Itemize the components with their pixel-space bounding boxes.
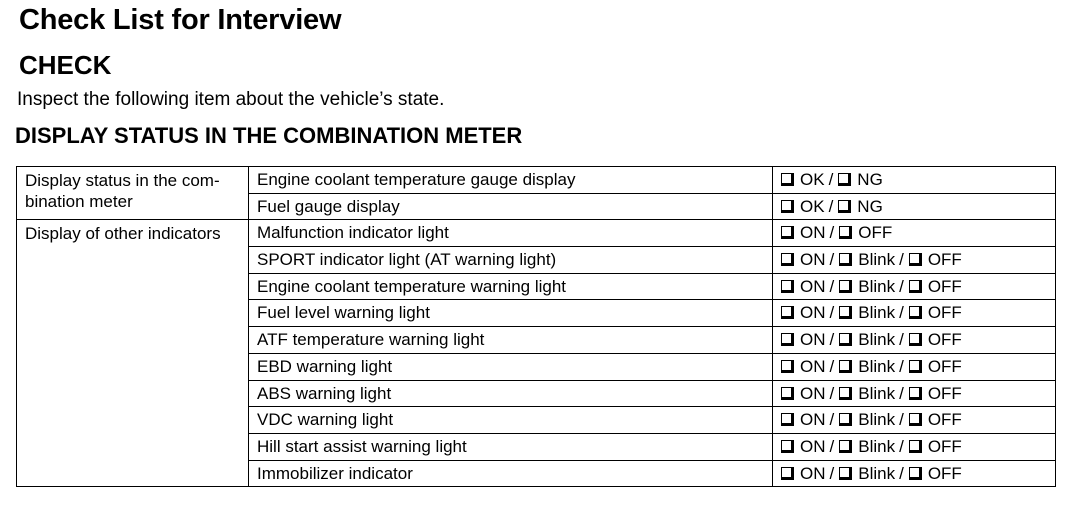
status-options	[773, 247, 1056, 274]
option-label: ON	[800, 223, 826, 243]
option-separator: /	[829, 250, 835, 270]
status-options	[773, 167, 1056, 194]
status-options	[773, 273, 1056, 300]
option-off[interactable]	[909, 461, 962, 486]
option-label: Blink	[858, 436, 896, 456]
status-options	[773, 407, 1056, 434]
option-separator: /	[899, 356, 904, 376]
checkbox-icon[interactable]	[781, 467, 794, 480]
checkbox-icon[interactable]	[838, 173, 851, 186]
checkbox-icon[interactable]	[781, 440, 794, 453]
option-label: ON	[800, 463, 826, 483]
checkbox-icon[interactable]	[909, 413, 922, 426]
table-row	[17, 167, 1056, 194]
option-on[interactable]	[781, 461, 826, 486]
checkbox-icon[interactable]	[781, 280, 794, 293]
check-item-label: Engine coolant temperature warning light	[249, 273, 773, 300]
option-on[interactable]	[781, 327, 826, 352]
checkbox-icon[interactable]	[838, 200, 851, 213]
option-off[interactable]	[909, 274, 962, 299]
checkbox-icon[interactable]	[909, 440, 922, 453]
option-label: OFF	[927, 383, 962, 403]
checklist-table	[16, 166, 1056, 487]
option-label: Blink	[858, 276, 896, 296]
option-on[interactable]	[781, 247, 826, 272]
option-label: OK	[800, 170, 825, 189]
option-separator: /	[829, 356, 835, 376]
option-label: ON	[800, 250, 826, 270]
checklist-body	[17, 167, 1056, 487]
option-separator: /	[899, 436, 904, 456]
option-label: Blink	[858, 330, 896, 350]
option-blink[interactable]	[839, 381, 895, 406]
section-heading: DISPLAY STATUS IN THE COMBINATION METER	[15, 123, 523, 148]
table-row	[17, 220, 1056, 247]
option-off[interactable]	[909, 327, 962, 352]
group-label-line: bination meter	[25, 192, 133, 211]
option-ng[interactable]	[838, 167, 883, 192]
checkbox-icon[interactable]	[781, 173, 794, 186]
option-separator: /	[829, 463, 835, 483]
option-off[interactable]	[909, 407, 962, 432]
option-separator: /	[899, 383, 904, 403]
option-on[interactable]	[781, 300, 826, 325]
option-separator: /	[829, 303, 835, 323]
option-label: OFF	[927, 463, 962, 483]
status-options	[773, 193, 1056, 220]
status-options	[773, 220, 1056, 247]
option-label: OFF	[858, 223, 893, 243]
check-item-label: Hill start assist warning light	[249, 433, 773, 460]
checkbox-icon[interactable]	[781, 387, 794, 400]
checkbox-icon[interactable]	[781, 253, 794, 266]
option-label: Blink	[858, 410, 896, 430]
option-on[interactable]	[781, 407, 826, 432]
option-off[interactable]	[909, 247, 962, 272]
group-label	[17, 167, 249, 220]
option-label: Blink	[858, 463, 896, 483]
option-label: OFF	[927, 250, 962, 270]
option-on[interactable]	[781, 220, 826, 245]
option-label: ON	[800, 383, 826, 403]
check-item-label: Fuel level warning light	[249, 300, 773, 327]
option-separator: /	[899, 463, 904, 483]
option-off[interactable]	[909, 434, 962, 459]
check-heading: CHECK	[19, 50, 112, 80]
checkbox-icon[interactable]	[839, 333, 852, 346]
option-blink[interactable]	[839, 407, 895, 432]
option-label: NG	[857, 170, 883, 189]
option-blink[interactable]	[839, 461, 895, 486]
option-label: ON	[800, 330, 826, 350]
checkbox-icon[interactable]	[781, 333, 794, 346]
option-on[interactable]	[781, 434, 826, 459]
option-blink[interactable]	[839, 274, 895, 299]
check-item-label: EBD warning light	[249, 353, 773, 380]
checkbox-icon[interactable]	[909, 387, 922, 400]
option-separator: /	[829, 410, 835, 430]
checkbox-icon[interactable]	[909, 467, 922, 480]
group-label	[17, 220, 249, 487]
group-label-line: Display status in the com-	[25, 171, 220, 190]
status-options	[773, 327, 1056, 354]
option-ng[interactable]	[838, 194, 883, 219]
option-label: NG	[857, 196, 883, 216]
checkbox-icon[interactable]	[839, 413, 852, 426]
option-on[interactable]	[781, 381, 826, 406]
checkbox-icon[interactable]	[909, 360, 922, 373]
option-separator: /	[828, 196, 834, 216]
checkbox-icon[interactable]	[839, 280, 852, 293]
option-label: ON	[800, 436, 826, 456]
option-separator: /	[829, 436, 835, 456]
option-label: ON	[800, 410, 826, 430]
checkbox-icon[interactable]	[839, 306, 852, 319]
option-separator: /	[829, 223, 835, 243]
option-label: OFF	[927, 276, 962, 296]
status-options	[773, 380, 1056, 407]
option-ok[interactable]	[781, 194, 825, 219]
option-on[interactable]	[781, 354, 826, 379]
page-title: Check List for Interview	[19, 4, 342, 36]
option-label: OFF	[927, 410, 962, 430]
option-blink[interactable]	[839, 327, 895, 352]
checkbox-icon[interactable]	[781, 306, 794, 319]
option-label: Blink	[858, 383, 896, 403]
checkbox-icon[interactable]	[909, 280, 922, 293]
option-on[interactable]	[781, 274, 826, 299]
option-off[interactable]	[909, 381, 962, 406]
option-label: OFF	[927, 356, 962, 376]
status-options	[773, 300, 1056, 327]
option-off[interactable]	[839, 220, 892, 245]
checkbox-icon[interactable]	[781, 360, 794, 373]
option-separator: /	[899, 330, 904, 350]
option-ok[interactable]	[781, 167, 825, 192]
option-label: ON	[800, 303, 826, 323]
checkbox-icon[interactable]	[909, 253, 922, 266]
intro-text: Inspect the following item about the vehicle’s state.	[17, 89, 445, 110]
status-options	[773, 433, 1056, 460]
checkbox-icon[interactable]	[781, 226, 794, 239]
check-item-label: ATF temperature warning light	[249, 327, 773, 354]
option-separator: /	[899, 303, 904, 323]
option-label: ON	[800, 356, 826, 376]
option-label: ON	[800, 276, 826, 296]
checkbox-icon[interactable]	[909, 333, 922, 346]
checkbox-icon[interactable]	[781, 413, 794, 426]
option-separator: /	[828, 170, 834, 189]
check-item-label: VDC warning light	[249, 407, 773, 434]
checkbox-icon[interactable]	[909, 306, 922, 319]
option-off[interactable]	[909, 354, 962, 379]
option-label: OFF	[927, 330, 962, 350]
option-blink[interactable]	[839, 247, 895, 272]
check-item-label: SPORT indicator light (AT warning light)	[249, 247, 773, 274]
status-options	[773, 460, 1056, 487]
option-label: OFF	[927, 436, 962, 456]
option-label: Blink	[858, 303, 896, 323]
option-separator: /	[829, 383, 835, 403]
checkbox-icon[interactable]	[781, 200, 794, 213]
check-item-label: Engine coolant temperature gauge display	[249, 167, 773, 194]
checkbox-icon[interactable]	[839, 360, 852, 373]
option-blink[interactable]	[839, 300, 895, 325]
check-item-label: ABS warning light	[249, 380, 773, 407]
checkbox-icon[interactable]	[839, 467, 852, 480]
status-options	[773, 353, 1056, 380]
option-blink[interactable]	[839, 434, 895, 459]
option-blink[interactable]	[839, 354, 895, 379]
check-item-label: Immobilizer indicator	[249, 460, 773, 487]
option-separator: /	[829, 330, 835, 350]
option-separator: /	[899, 250, 904, 270]
option-label: Blink	[858, 356, 896, 376]
checkbox-icon[interactable]	[839, 440, 852, 453]
check-item-label: Malfunction indicator light	[249, 220, 773, 247]
option-separator: /	[899, 276, 904, 296]
option-separator: /	[829, 276, 835, 296]
option-label: Blink	[858, 250, 896, 270]
option-separator: /	[899, 410, 904, 430]
checkbox-icon[interactable]	[839, 253, 852, 266]
group-label-line: Display of other indicators	[25, 224, 221, 244]
option-label: OK	[800, 196, 825, 216]
option-label: OFF	[927, 303, 962, 323]
checkbox-icon[interactable]	[839, 226, 852, 239]
checkbox-icon[interactable]	[839, 387, 852, 400]
option-off[interactable]	[909, 300, 962, 325]
check-item-label: Fuel gauge display	[249, 193, 773, 220]
